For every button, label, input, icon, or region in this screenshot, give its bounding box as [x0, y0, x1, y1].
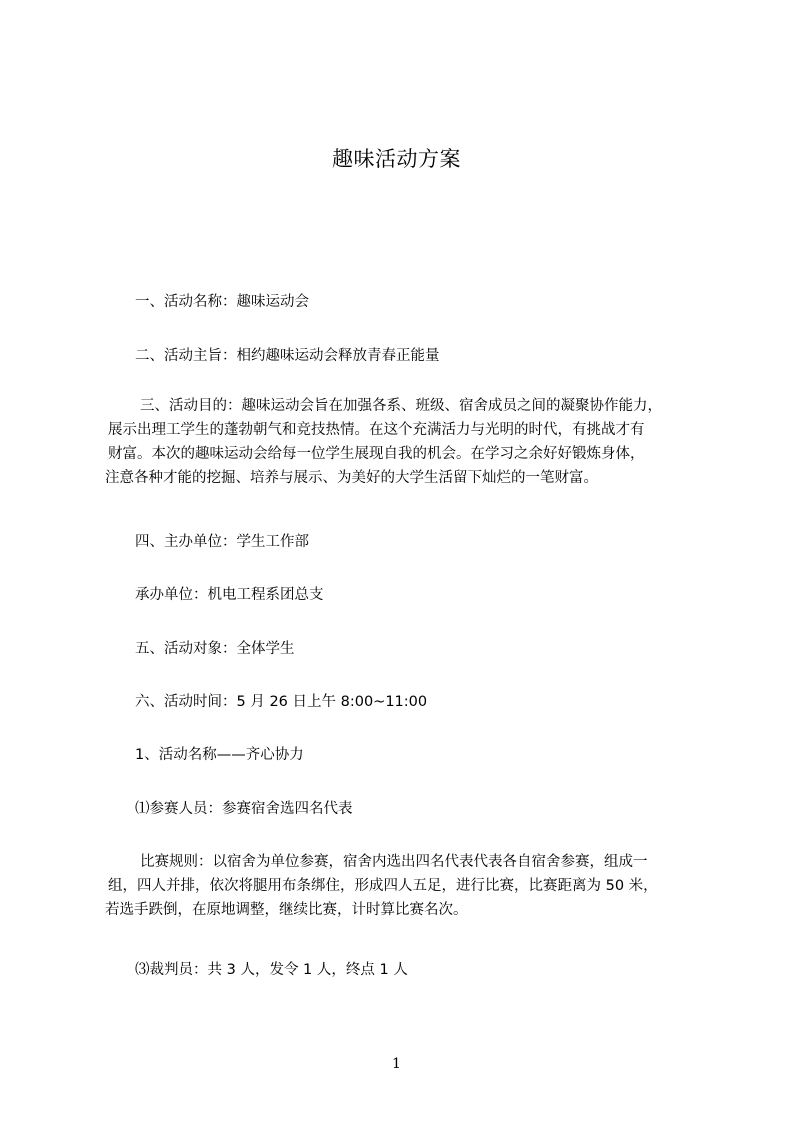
goal-line: 三、活动目的：趣味运动会旨在加强各系、班级、宿舍成员之间的凝聚协作能力， [140, 398, 662, 414]
goal-line: 展示出理工学生的蓬勃朝气和竞技热情。在这个充满活力与光明的时代，有挑战才有 [108, 422, 645, 438]
event-referees: ⑶裁判员：共 3 人，发令 1 人，终点 1 人 [135, 962, 408, 978]
goal-line: 注意各种才能的挖掘、培养与展示、为美好的大学生活留下灿烂的一笔财富。 [105, 470, 598, 486]
page-number: 1 [392, 1056, 401, 1072]
event-name: 1、活动名称——齐心协力 [135, 747, 304, 763]
activity-goal-paragraph [105, 394, 717, 490]
organizer-unit: 承办单位：机电工程系团总支 [135, 587, 324, 603]
activity-name: 一、活动名称：趣味运动会 [135, 294, 309, 310]
rules-line: 组，四人并排，依次将腿用布条绑住，形成四人五足，进行比赛，比赛距离为 50 米， [108, 878, 658, 894]
event-participants: ⑴参赛人员：参赛宿舍选四名代表 [135, 801, 353, 817]
document-title: 趣味活动方案 [332, 147, 461, 171]
activity-target: 五、活动对象：全体学生 [135, 641, 295, 657]
goal-line: 财富。本次的趣味运动会给每一位学生展现自我的机会。在学习之余好好锻炼身体， [108, 446, 645, 462]
activity-time: 六、活动时间：5 月 26 日上午 8:00~11:00 [135, 694, 428, 710]
activity-purpose: 二、活动主旨：相约趣味运动会释放青春正能量 [135, 348, 440, 364]
event-rules-paragraph [105, 850, 717, 922]
host-unit: 四、主办单位：学生工作部 [135, 534, 309, 550]
rules-line: 若选手跌倒，在原地调整，继续比赛，计时算比赛名次。 [105, 902, 468, 918]
rules-line: 比赛规则：以宿舍为单位参赛，宿舍内选出四名代表代表各自宿舍参赛，组成一 [140, 854, 648, 870]
